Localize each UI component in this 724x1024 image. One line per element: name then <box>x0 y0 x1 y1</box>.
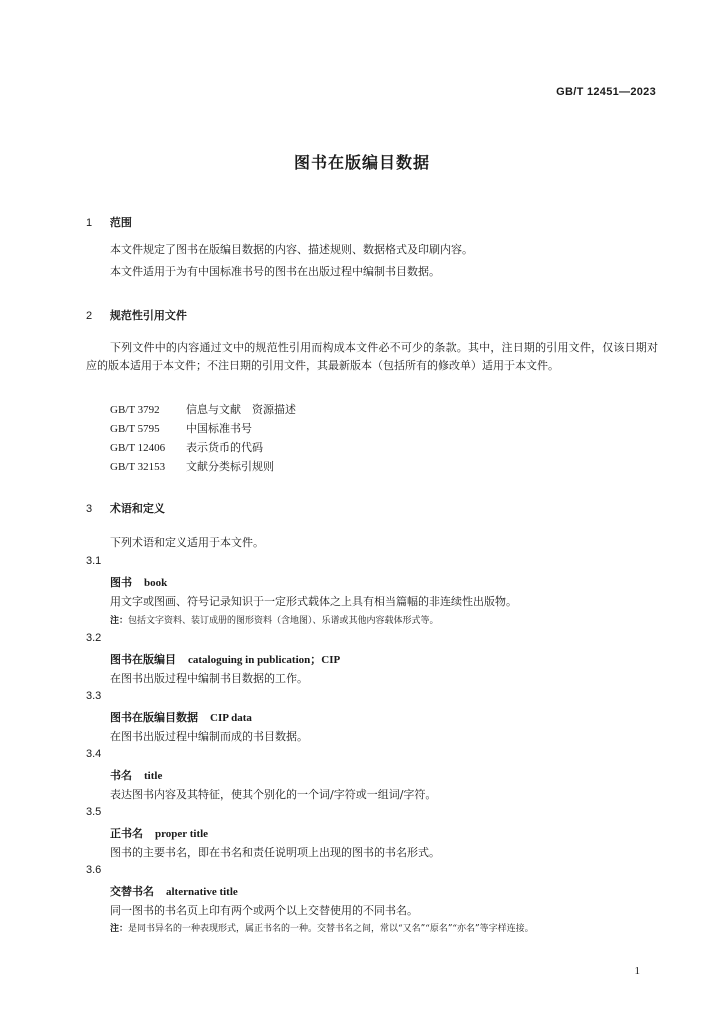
term-note <box>110 921 534 934</box>
term-definition: 用文字或图画、符号记录知识于一定形式载体之上具有相当篇幅的非连续性出版物。 <box>110 595 517 608</box>
references-intro-paragraph: 下列文件中的内容通过文中的规范性引用而构成本文件必不可少的条款。其中，注日期的引用文件，仅该日期对应的版本适用于本文件；不注日期的引用文件，其最新版本（包括所有的修改单）适用于本文件。 <box>86 341 658 372</box>
term-heading <box>110 574 167 590</box>
term-heading <box>110 709 252 725</box>
reference-code: GB/T 12406 <box>110 442 166 454</box>
term-definition: 表达图书内容及其特征，使其个别化的一个词/字符或一组词/字符。 <box>110 788 437 801</box>
section-heading-scope <box>86 214 132 230</box>
page-number: 1 <box>634 965 640 977</box>
standard-number: GB/T 12451—2023 <box>556 86 656 98</box>
reference-item <box>110 420 252 438</box>
note-text: 是同书异名的一种表现形式，属正书名的一种。交替书名之间，常以“又名”“原名”“亦名”等字样连接。 <box>128 924 534 934</box>
term-number: 3.6 <box>86 864 102 876</box>
term-number: 3.4 <box>86 748 102 760</box>
note-text: 包括文字资料、装订成册的图形资料（含地图）、乐谱或其他内容载体形式等。 <box>128 616 439 626</box>
term-chinese: 正书名 <box>110 827 143 840</box>
terms-intro-paragraph: 下列术语和定义适用于本文件。 <box>110 536 264 549</box>
section-heading-terms <box>86 500 165 516</box>
reference-code: GB/T 5795 <box>110 423 160 435</box>
reference-name: 文献分类标引规则 <box>186 460 274 473</box>
reference-name: 中国标准书号 <box>186 422 252 435</box>
section-title: 术语和定义 <box>109 502 165 515</box>
term-chinese: 图书在版编目数据 <box>110 711 198 724</box>
section-number: 2 <box>86 310 93 322</box>
section-number: 3 <box>86 503 93 515</box>
reference-code: GB/T 32153 <box>110 461 166 473</box>
term-chinese: 图书 <box>110 576 132 589</box>
section-title: 范围 <box>109 216 132 229</box>
term-definition: 图书的主要书名，即在书名和责任说明项上出现的图书的书名形式。 <box>110 846 440 859</box>
section-number: 1 <box>86 217 93 229</box>
term-english: title <box>144 770 163 782</box>
scope-paragraph-1: 本文件规定了图书在版编目数据的内容、描述规则、数据格式及印刷内容。 <box>110 243 473 256</box>
scope-paragraph-2: 本文件适用于为有中国标准书号的图书在出版过程中编制书目数据。 <box>110 265 440 278</box>
term-definition: 在图书出版过程中编制而成的书目数据。 <box>110 730 308 743</box>
term-english: book <box>144 577 168 589</box>
reference-name: 信息与文献 资源描述 <box>186 403 296 416</box>
reference-code: GB/T 3792 <box>110 404 160 416</box>
term-heading <box>110 883 238 899</box>
term-heading <box>110 825 208 841</box>
section-heading-normative-references <box>86 307 187 323</box>
term-heading <box>110 767 162 783</box>
reference-name: 表示货币的代码 <box>186 441 263 454</box>
term-english: proper title <box>155 828 209 840</box>
term-number: 3.5 <box>86 806 102 818</box>
term-english: cataloguing in publication；CIP <box>188 654 341 666</box>
reference-item <box>110 458 274 476</box>
term-number: 3.3 <box>86 690 102 702</box>
term-number: 3.1 <box>86 555 102 567</box>
term-number: 3.2 <box>86 632 102 644</box>
term-definition: 同一图书的书名页上印有两个或两个以上交替使用的不同书名。 <box>110 904 418 917</box>
note-label: 注： <box>110 616 129 626</box>
term-english: alternative title <box>166 886 238 898</box>
term-chinese: 图书在版编目 <box>110 653 176 666</box>
document-title: 图书在版编目数据 <box>293 153 430 172</box>
term-heading <box>110 651 340 667</box>
term-chinese: 书名 <box>110 769 132 782</box>
section-title: 规范性引用文件 <box>109 309 187 322</box>
note-label: 注： <box>110 924 129 934</box>
term-note <box>110 613 439 626</box>
term-english: CIP data <box>210 712 252 724</box>
term-chinese: 交替书名 <box>110 885 154 898</box>
reference-item <box>110 439 263 457</box>
term-definition: 在图书出版过程中编制书目数据的工作。 <box>110 672 308 685</box>
reference-item <box>110 401 296 419</box>
